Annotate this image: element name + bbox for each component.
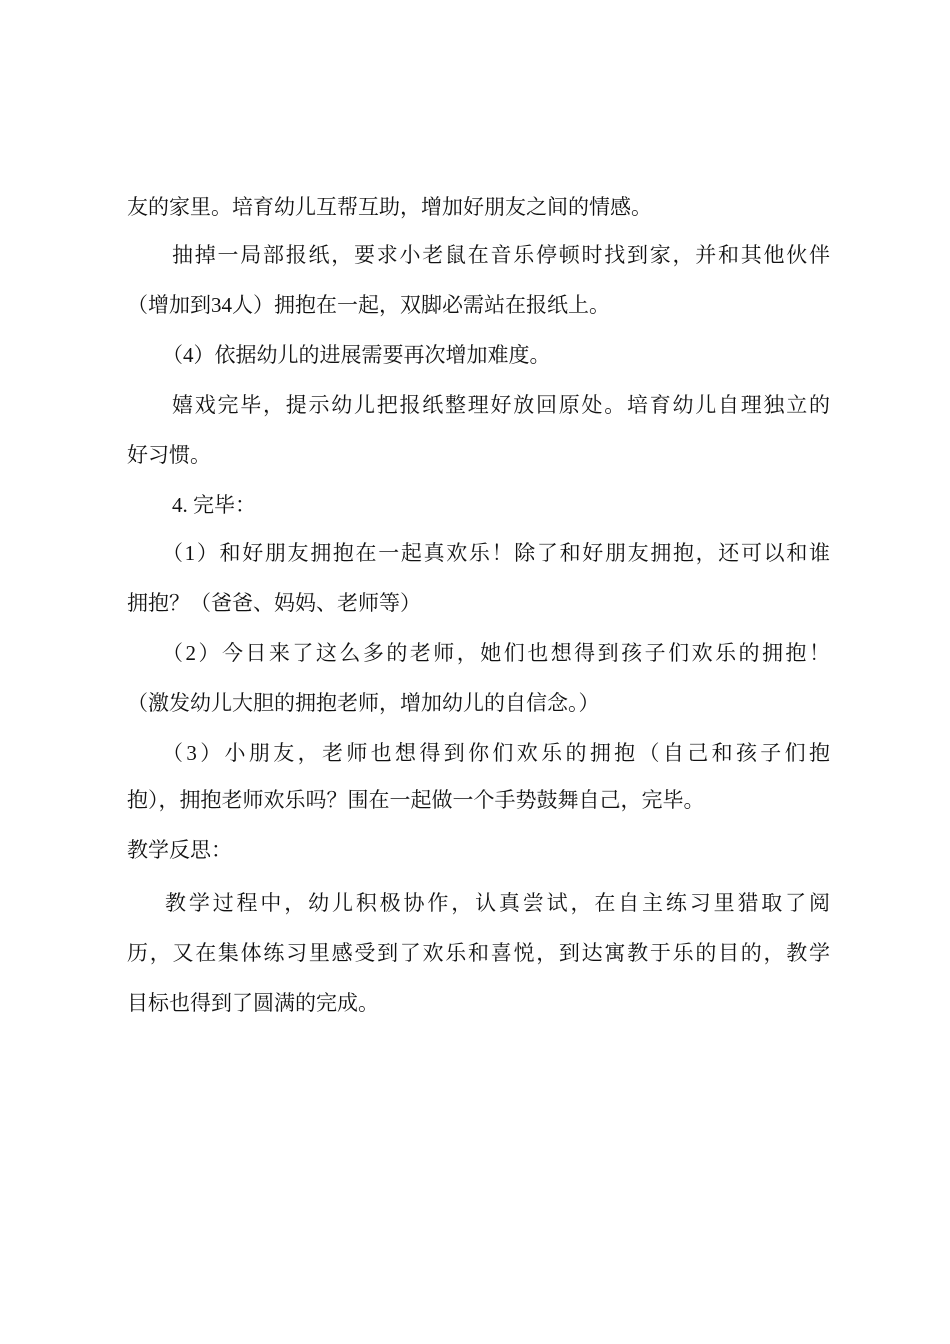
paragraph-line: 嬉戏完毕，提示幼儿把报纸整理好放回原处。培育幼儿自理独立的 [172, 393, 830, 417]
paragraph-line: 友的家里。培育幼儿互帮互助，增加好朋友之间的情感。 [127, 195, 652, 219]
paragraph-line: 抽掉一局部报纸，要求小老鼠在音乐停顿时找到家，并和其他伙伴 [172, 243, 830, 267]
list-item: （2）今日来了这么多的老师，她们也想得到孩子们欢乐的拥抱！ [162, 641, 830, 665]
list-item: （1）和好朋友拥抱在一起真欢乐！除了和好朋友拥抱，还可以和谁 [162, 541, 830, 565]
paragraph-line: 教学过程中，幼儿积极协作，认真尝试，在自主练习里猎取了阅 [165, 891, 830, 915]
paragraph-line: 好习惯。 [127, 443, 211, 467]
paragraph-line: （增加到34人）拥抱在一起，双脚必需站在报纸上。 [127, 293, 610, 317]
paragraph-line: 拥抱？（爸爸、妈妈、老师等） [127, 591, 421, 615]
paragraph-line: 目标也得到了圆满的完成。 [127, 991, 379, 1015]
list-item: （3）小朋友，老师也想得到你们欢乐的拥抱（自己和孩子们抱 [162, 741, 830, 765]
section-heading: 4. 完毕： [172, 493, 256, 517]
section-heading: 教学反思： [127, 838, 232, 862]
list-item: （4）依据幼儿的进展需要再次增加难度。 [162, 343, 551, 367]
paragraph-line: 抱），拥抱老师欢乐吗？围在一起做一个手势鼓舞自己，完毕。 [127, 788, 705, 812]
paragraph-line: 历，又在集体练习里感受到了欢乐和喜悦，到达寓教于乐的目的，教学 [127, 941, 830, 965]
paragraph-line: （激发幼儿大胆的拥抱老师，增加幼儿的自信念。） [127, 691, 600, 715]
